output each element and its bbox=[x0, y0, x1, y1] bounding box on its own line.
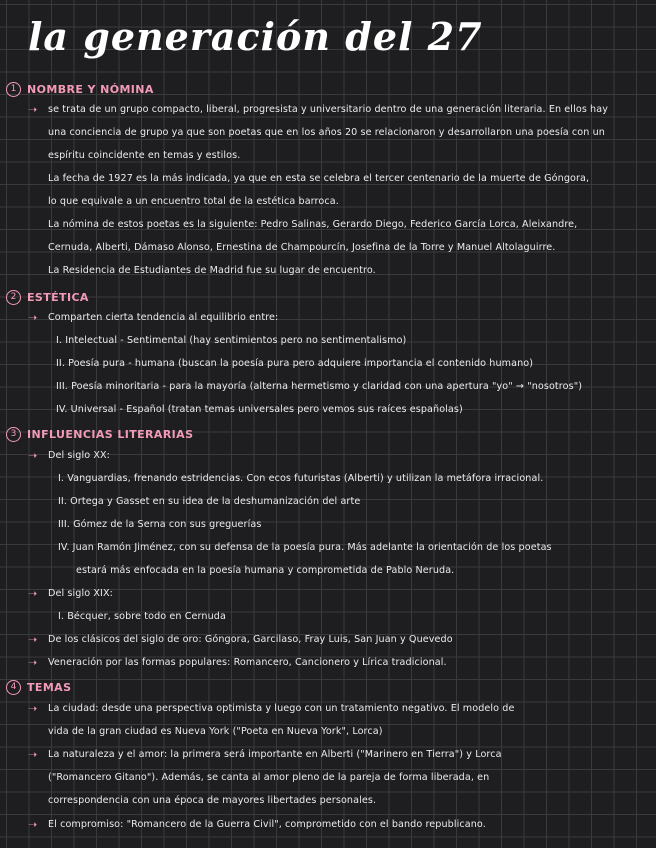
arrow-bullet-icon: ➝ bbox=[28, 449, 38, 462]
text-line: una conciencia de grupo ya que son poetas que en los años 20 se relacionaron y desarrollaron una poesía con un bbox=[48, 127, 605, 138]
arrow-bullet-icon: ➝ bbox=[28, 103, 38, 116]
arrow-bullet-icon: ➝ bbox=[28, 633, 38, 646]
arrow-bullet-icon: ➝ bbox=[28, 311, 38, 324]
text-line: estará más enfocada en la poesía humana y comprometida de Pablo Neruda. bbox=[76, 565, 455, 576]
section-title: ESTÉTICA bbox=[27, 290, 89, 304]
text-line: El compromiso: "Romancero de la Guerra Civil", comprometido con el bando republicano. bbox=[48, 819, 486, 830]
text-line: La fecha de 1927 es la más indicada, ya que en esta se celebra el tercer centenario de la muerte de Góngora, bbox=[48, 173, 590, 184]
text-line: II. Poesía pura - humana (buscan la poesía pura pero adquiere importancia el contenido humano) bbox=[56, 358, 534, 369]
arrow-bullet-icon: ➝ bbox=[28, 656, 38, 669]
arrow-bullet-icon: ➝ bbox=[28, 818, 38, 831]
section-heading-4 bbox=[6, 677, 71, 697]
text-line: De los clásicos del siglo de oro: Góngora, Garcilaso, Fray Luis, San Juan y Quevedo bbox=[48, 634, 453, 645]
text-line: Del siglo XX: bbox=[48, 450, 111, 461]
text-line: lo que equivale a un encuentro total de la estética barroca. bbox=[48, 196, 339, 207]
text-line: correspondencia con una época de mayores libertades personales. bbox=[48, 795, 377, 806]
text-line: Veneración por las formas populares: Romancero, Cancionero y Lírica tradicional. bbox=[48, 657, 447, 668]
text-line: espíritu coincidente en temas y estilos. bbox=[48, 150, 241, 161]
text-line: III. Gómez de la Serna con sus greguerías bbox=[58, 519, 262, 530]
text-line: IV. Universal - Español (tratan temas universales pero vemos sus raíces españolas) bbox=[56, 404, 463, 415]
section-number-badge: 2 bbox=[6, 290, 21, 305]
text-line: I. Bécquer, sobre todo en Cernuda bbox=[58, 611, 226, 622]
text-line: Comparten cierta tendencia al equilibrio entre: bbox=[48, 312, 279, 323]
text-line: La nómina de estos poetas es la siguiente: Pedro Salinas, Gerardo Diego, Federico García Lorca, Aleixandre, bbox=[48, 219, 578, 230]
text-line: Cernuda, Alberti, Dámaso Alonso, Ernestina de Champourcín, Josefina de la Torre y Manuel Altolaguirre. bbox=[48, 242, 556, 253]
arrow-bullet-icon: ➝ bbox=[28, 748, 38, 761]
section-title: TEMAS bbox=[27, 680, 72, 694]
text-line: II. Ortega y Gasset en su idea de la deshumanización del arte bbox=[58, 496, 361, 507]
section-heading-2 bbox=[6, 287, 89, 307]
text-line: I. Vanguardias, frenando estridencias. Con ecos futuristas (Alberti) y utilizan la metáfora irracional. bbox=[58, 473, 544, 484]
section-number-badge: 1 bbox=[6, 82, 21, 97]
text-line: se trata de un grupo compacto, liberal, progresista y universitario dentro de una generación literaria. En ellos hay bbox=[48, 104, 608, 115]
text-line: Del siglo XIX: bbox=[48, 588, 113, 599]
section-title: NOMBRE Y NÓMINA bbox=[27, 82, 154, 96]
text-line: La Residencia de Estudiantes de Madrid fue su lugar de encuentro. bbox=[48, 265, 376, 276]
arrow-bullet-icon: ➝ bbox=[28, 702, 38, 715]
text-line: IV. Juan Ramón Jiménez, con su defensa de la poesía pura. Más adelante la orientación de los poetas bbox=[58, 542, 552, 553]
section-number-badge: 4 bbox=[6, 680, 21, 695]
text-line: III. Poesía minoritaria - para la mayoría (alterna hermetismo y claridad con una apertura "yo" → "nosotros") bbox=[56, 381, 583, 392]
page-title: la generación del 27 bbox=[28, 14, 483, 59]
text-line: vida de la gran ciudad es Nueva York ("Poeta en Nueva York", Lorca) bbox=[48, 726, 383, 737]
text-line: ("Romancero Gitano"). Además, se canta al amor pleno de la pareja de forma liberada, en bbox=[48, 772, 490, 783]
section-heading-1 bbox=[6, 79, 154, 99]
text-line: I. Intelectual - Sentimental (hay sentimientos pero no sentimentalismo) bbox=[56, 335, 407, 346]
section-title: INFLUENCIAS LITERARIAS bbox=[27, 427, 194, 441]
section-heading-3 bbox=[6, 424, 193, 444]
arrow-bullet-icon: ➝ bbox=[28, 587, 38, 600]
section-number-badge: 3 bbox=[6, 427, 21, 442]
text-line: La ciudad: desde una perspectiva optimista y luego con un tratamiento negativo. El modelo de bbox=[48, 703, 515, 714]
text-line: La naturaleza y el amor: la primera será importante en Alberti ("Marinero en Tierra") y Lorca bbox=[48, 749, 502, 760]
